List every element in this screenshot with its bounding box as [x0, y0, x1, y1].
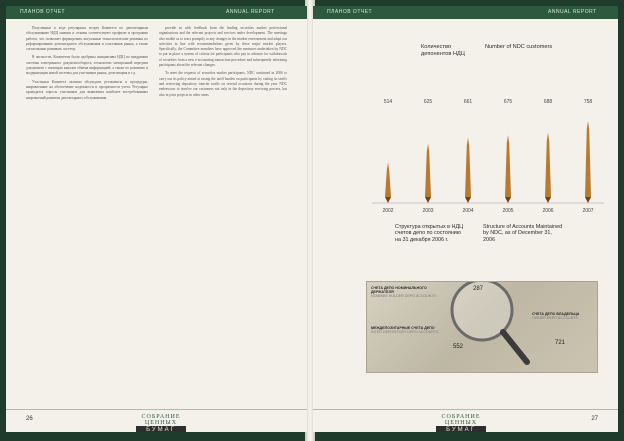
chart-bar-2003	[425, 144, 431, 203]
chart-bar-2004	[465, 138, 471, 203]
paragraph: provide us with feedback from the leading securities market professional organisations and the relevant projects and services under development. The meetings also enable us to react promptly to any changes in the market environment and adapt our activities in line with recommendations given by these major market players. Specifically, the Committee members have approved the measures undertaken by NDC to put in place a system of criteria for participants who pay in advance for withdrawals of securities from a new e-accounting transaction procedure and subsequently informing participants about the relevant changes.	[159, 26, 287, 68]
section-title-ru: Структура открытых в НДЦ счетов депо по состоянию на 31 декабря 2006 г.	[395, 224, 464, 243]
chart-bar-2006	[545, 133, 551, 203]
label-owner	[532, 312, 596, 320]
chart-category-label: 2004	[462, 208, 474, 214]
chart-value-label: 514	[383, 99, 393, 105]
label-interdepository-sub: INTER-DEPOSITORY DEPO ACCOUNTS	[371, 330, 439, 335]
label-nominee-title: СЧЕТА ДЕПО НОМИНАЛЬНОГО ДЕРЖАТЕЛЯ	[371, 286, 427, 295]
chart-bar-2002	[385, 163, 391, 203]
chart-category-label: 2005	[502, 208, 514, 214]
chart-bar-2007	[585, 121, 591, 203]
left-footer	[6, 409, 307, 432]
chart-value-label: 675	[503, 99, 513, 105]
label-nominee	[371, 286, 441, 299]
interdepository-count: 552	[453, 344, 464, 350]
brand-top: СОБРАНИЕ ЦЕННЫХ	[441, 414, 481, 426]
page-number: 26	[26, 416, 33, 422]
nominee-count: 287	[473, 286, 484, 292]
label-nominee-sub: NOMINEE HOLDER DEPO ACCOUNTS	[371, 294, 436, 299]
label-owner-sub: OWNER DEPO ACCOUNTS	[532, 316, 578, 321]
chart-value-label: 661	[463, 99, 473, 105]
chart-value-label: 625	[423, 99, 433, 105]
brand-mark: БУМАГ	[136, 426, 186, 432]
right-band-title: ПЛАНОВ ОТЧЕТ	[327, 9, 373, 15]
paragraph: Полученные в ходе регулярных встреч Комитета по депозитарным обслуживанию НДЦ мнения и отзывы соответствуют профилю и программе работы, что позволяет формировать актуальные технологические решения по реформированию депозитарного обслуживания и участников рынка, а также согласованно развивать систему.	[26, 26, 148, 52]
label-owner-title: СЧЕТА ДЕПО ВЛАДЕЛЬЦА	[532, 312, 580, 316]
owner-count: 721	[555, 340, 566, 346]
chart-value-label: 758	[583, 99, 593, 105]
right-footer	[313, 409, 618, 432]
chart-title-en: Number of NDC customers	[485, 44, 553, 50]
chart-category-label: 2006	[542, 208, 554, 214]
page-number: 27	[591, 416, 598, 422]
paragraph: Участники Комитета активно обсуждали регламенты и процедуры, направленные на обеспечение надежности и прозрачности учета. Регулярно проводятся опросы участников для выявления наиболее востребованных направлений развития депозитарного обслуживания.	[26, 79, 148, 100]
paragraph: В частности, Комитетом были одобрены инициативы НДЦ по внедрению системы электронного документооборота, технологии электронной передачи документов с помощью каналов обмена информацией, а также по развитию и модернизации новой системы для участников рынка, депозитария и т.д.	[26, 55, 148, 76]
left-column-ru	[26, 26, 148, 104]
brand-mark: БУМАГ	[436, 426, 486, 432]
chart-bar-2005	[505, 135, 511, 203]
accounts-photo	[366, 281, 598, 373]
brand-logo	[131, 414, 191, 432]
brand-top: СОБРАНИЕ ЦЕННЫХ	[141, 414, 181, 426]
label-interdepository-title: МЕЖДЕПОЗИТАРНЫЕ СЧЕТА ДЕПО	[371, 326, 435, 330]
paragraph: To meet the requests of securities market participants, NDC continued in 2006 to carry out its policy aimed at easing the tariff burden on participants by cutting its tariffs and reviewing depository transfer tariffs on several occasions during the year. NDC endeavours to involve our customers not only in the depository servicing process, but also in joint projects in other areas.	[159, 71, 287, 97]
chart-category-label: 2003	[422, 208, 434, 214]
left-page	[6, 6, 307, 432]
pen-bar-chart	[368, 91, 608, 221]
chart-category-label: 2007	[582, 208, 594, 214]
right-band-subtitle: ANNUAL REPORT	[548, 9, 597, 15]
left-header-band	[6, 6, 307, 19]
chart-title-ru: Количество депонентов НДЦ	[421, 44, 465, 57]
brand-logo	[431, 414, 491, 432]
left-column-en	[159, 26, 287, 101]
right-header-band	[313, 6, 618, 19]
left-band-subtitle: ANNUAL REPORT	[226, 9, 275, 15]
left-band-title: ПЛАНОВ ОТЧЕТ	[20, 9, 66, 15]
label-interdepository	[371, 326, 441, 334]
right-page	[313, 6, 618, 432]
chart-value-label: 688	[543, 99, 553, 105]
chart-category-label: 2002	[382, 208, 394, 214]
section-title-en: Structure of Accounts Maintained by NDC, as of December 31, 2006	[483, 224, 563, 243]
